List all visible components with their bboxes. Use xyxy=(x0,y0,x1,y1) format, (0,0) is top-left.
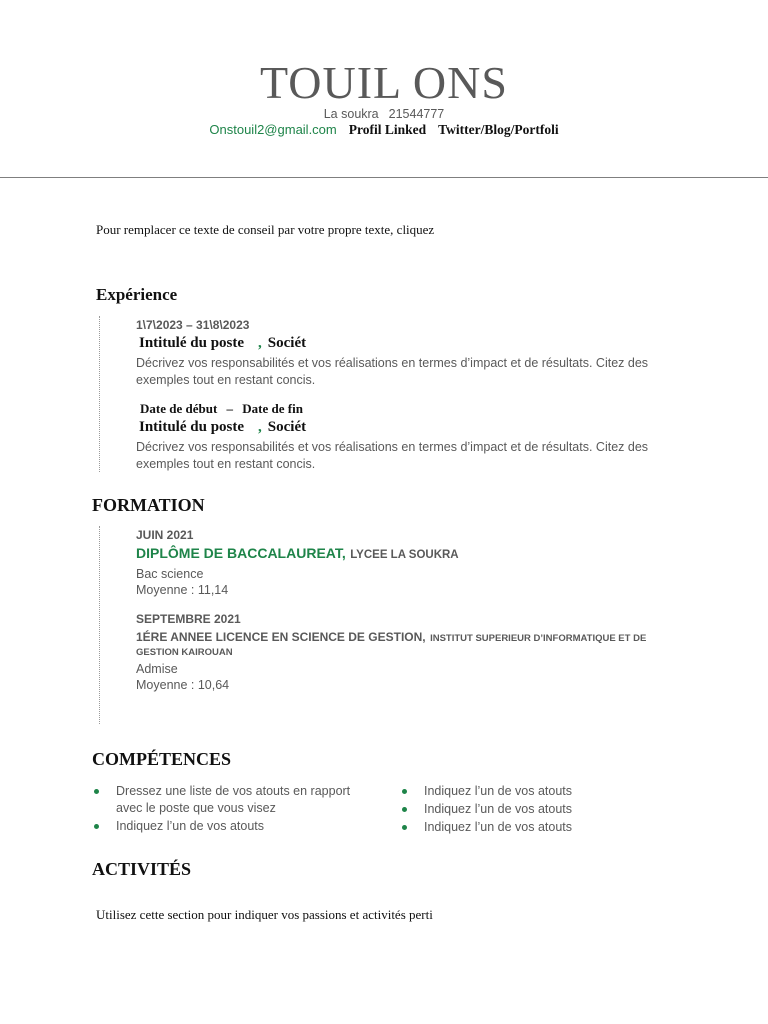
formation-1-line1: Bac science xyxy=(136,567,204,581)
experience-2-description: Décrivez vos responsabilités et vos réalisations en termes d’impact et de résultats. Citez des exemples tout en restant concis. xyxy=(136,440,649,471)
other-links[interactable]: Twitter/Blog/Portfoli xyxy=(438,122,559,137)
skill-item: Indiquez l’un de vos atouts xyxy=(424,783,684,800)
formation-heading: FORMATION xyxy=(92,495,205,515)
skill-item: Indiquez l’un de vos atouts xyxy=(424,801,684,818)
linkedin-link[interactable]: Profil Linked xyxy=(348,122,427,137)
date-start: Date de début xyxy=(140,401,218,416)
experience-1-date: 1\7\2023 – 31\8\2023 xyxy=(136,318,250,332)
phone: 21544777 xyxy=(388,107,445,121)
title-separator: , xyxy=(258,335,262,351)
degree: 1ÉRE ANNEE LICENCE EN SCIENCE DE GESTION, xyxy=(136,630,426,644)
school-a: INSTITUT SUPERIEUR D’INFORMATIQUE ET DE xyxy=(430,633,647,644)
experience-2-title xyxy=(139,419,331,436)
experience-1-description: Décrivez vos responsabilités et vos réalisations en termes d’impact et de résultats. Citez des exemples tout en restant concis. xyxy=(136,356,649,387)
company: Sociét xyxy=(267,335,307,351)
company: Sociét xyxy=(267,419,307,435)
experience-1-title xyxy=(139,335,331,352)
formation-2-line2: Moyenne : 10,64 xyxy=(136,678,230,692)
job-title: Intitulé du poste xyxy=(139,335,245,351)
address: La soukra xyxy=(323,107,379,121)
date-separator: – xyxy=(226,401,234,416)
experience-2-date xyxy=(140,401,303,417)
formation-1-date: JUIN 2021 xyxy=(136,528,194,542)
competences-heading: COMPÉTENCES xyxy=(92,749,232,769)
candidate-name: TOUIL ONS xyxy=(260,57,508,108)
formation-timeline xyxy=(99,526,100,724)
header-divider xyxy=(0,177,768,178)
contact-links xyxy=(0,122,768,138)
formation-2-degree xyxy=(136,628,646,646)
formation-2-date: SEPTEMBRE 2021 xyxy=(136,612,241,626)
address-line xyxy=(0,107,768,121)
date-end: Date de fin xyxy=(242,401,303,416)
formation-1-line2: Moyenne : 11,14 xyxy=(136,583,229,597)
activites-text: Utilisez cette section pour indiquer vos passions et activités perti xyxy=(96,907,433,922)
formation-2-school-b: GESTION KAIROUAN xyxy=(136,647,233,658)
activites-heading: ACTIVITÉS xyxy=(92,859,192,879)
school: LYCEE LA SOUKRA xyxy=(350,549,459,561)
formation-2-line1: Admise xyxy=(136,662,178,676)
job-title: Intitulé du poste xyxy=(139,419,245,435)
intro-text: Pour remplacer ce texte de conseil par votre propre texte, cliquez xyxy=(96,222,435,237)
experience-heading: Expérience xyxy=(96,285,178,304)
skill-item: Dressez une liste de vos atouts en rapport avec le poste que vous visez xyxy=(116,783,376,817)
email-link[interactable]: Onstouil2@gmail.com xyxy=(209,122,337,137)
skill-item: Indiquez l’un de vos atouts xyxy=(116,818,376,835)
skill-item: Indiquez l’un de vos atouts xyxy=(424,819,684,836)
experience-timeline xyxy=(99,316,100,472)
formation-1-degree xyxy=(136,545,459,563)
degree: DIPLÔME DE BACCALAUREAT, xyxy=(136,545,346,561)
title-separator: , xyxy=(258,419,262,435)
